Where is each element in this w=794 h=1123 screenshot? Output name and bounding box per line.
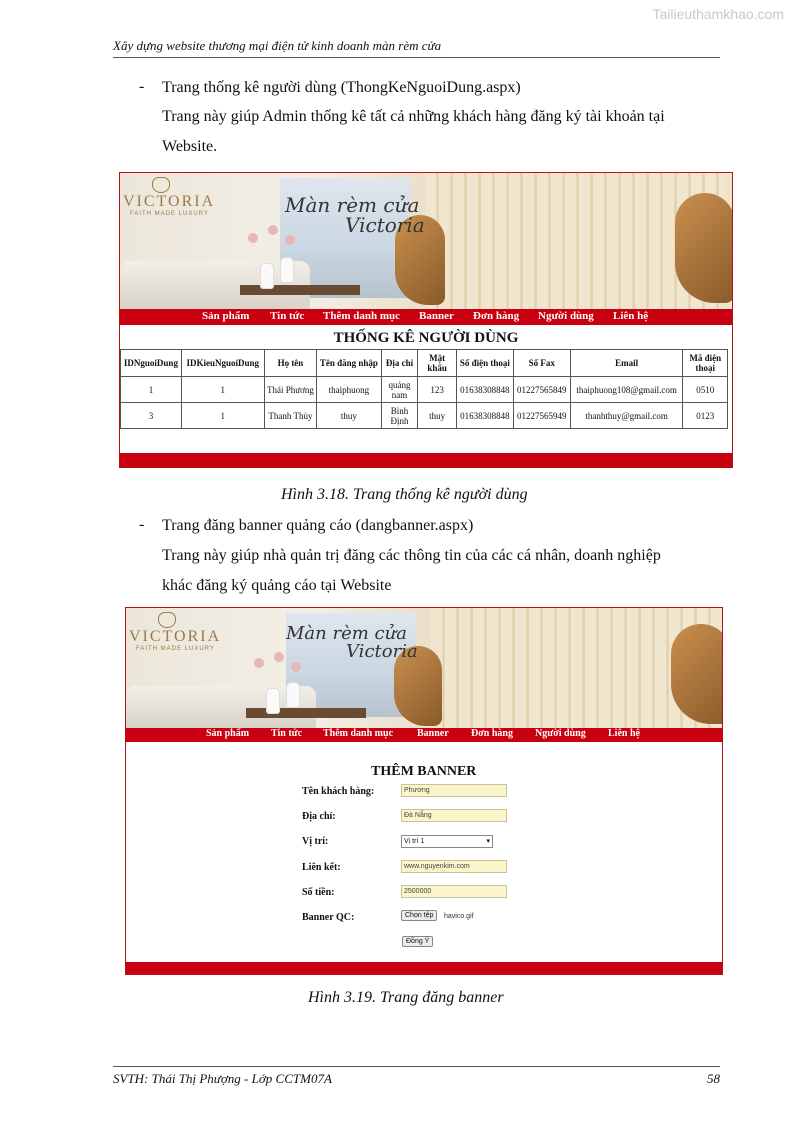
footer-author: SVTH: Thái Thị Phượng - Lớp CCTM07A [113,1071,332,1086]
table-cell: thuy [418,403,457,429]
table-cell: Bình Định [381,403,418,429]
table-header-row [121,350,728,377]
section2-heading: Trang đăng banner quảng cáo (dangbanner.aspx) [162,517,474,534]
column-header: Mật khẩu [418,350,457,377]
site-title-line2: Victoria [346,641,418,662]
stats-title: THỐNG KÊ NGƯỜI DÙNG [333,330,519,346]
nav-item-users[interactable]: Người dùng [535,728,586,739]
position-label: Vị trí: [302,836,329,847]
figure-caption: Hình 3.18. Trang thống kê người dùng [281,486,528,503]
figure-caption: Hình 3.19. Trang đăng banner [308,989,504,1006]
flower [248,233,258,243]
column-header: Địa chỉ [381,350,418,377]
flower [254,658,264,668]
nav-item-news[interactable]: Tin tức [270,310,305,322]
table-row [121,377,728,403]
flower [291,662,301,672]
table-cell: 1 [121,377,182,403]
table-cell: Thái Phương [264,377,316,403]
nav-item-users[interactable]: Người dùng [538,310,594,322]
column-header: Email [570,350,683,377]
chair [675,193,732,303]
column-header: Họ tên [264,350,316,377]
banner-table [246,708,366,718]
section1-line1: Trang này giúp Admin thống kê tất cả những khách hàng đăng ký tài khoản tại [162,108,665,125]
nav-item-add-category[interactable]: Thêm danh mục [323,728,394,739]
column-header: Số Fax [513,350,570,377]
section2-line1: Trang này giúp nhà quản trị đăng các thông tin của các cá nhân, doanh nghiệp [162,547,661,564]
site-banner [120,173,732,309]
form-title: THÊM BANNER [371,764,477,779]
column-header: Số điện thoại [456,350,513,377]
customer-input[interactable]: Phương [401,784,507,797]
footer-bar [126,962,722,974]
nav-item-banner[interactable]: Banner [419,310,454,322]
footer-bar [120,453,732,467]
users-table [120,349,728,429]
nav-item-products[interactable]: Sản phẩm [206,728,250,739]
table-cell: 1 [181,377,264,403]
table-cell: 3 [121,403,182,429]
address-input[interactable]: Đà Nẵng [401,809,507,822]
banner-form-screenshot [125,607,723,975]
site-nav [120,309,732,325]
flower [274,652,284,662]
site-logo-sub: FAITH MADE LUXURY [136,646,215,652]
nav-item-orders[interactable]: Đơn hàng [473,310,520,322]
table-cell: thuy [317,403,381,429]
logo-mark [158,612,176,628]
banner-file-label: Banner QC: [302,912,355,923]
submit-button[interactable]: Đồng Ý [402,936,433,947]
vase [266,688,280,714]
amount-input[interactable]: 2500000 [401,885,507,898]
customer-label: Tên khách hàng: [302,786,375,797]
table-cell: thanhthuy@gmail.com [570,403,683,429]
column-header: IDKieuNguoiDung [181,350,264,377]
nav-item-products[interactable]: Sản phẩm [202,310,250,322]
table-cell: 0510 [683,377,728,403]
section1-heading: Trang thống kê người dùng (ThongKeNguoiDung.aspx) [162,79,521,96]
page-footer [113,1066,720,1087]
link-label: Liên kết: [302,862,341,873]
vase [286,682,300,708]
site-nav [126,728,722,742]
dropdown-arrow-icon: ▾ [486,838,490,845]
nav-item-news[interactable]: Tin tức [271,728,303,739]
file-name: havico.gif [444,913,474,920]
site-logo: VICTORIA [129,628,222,645]
banner-table [240,285,360,295]
table-cell: Thanh Thùy [264,403,316,429]
logo-mark [152,177,170,193]
nav-item-banner[interactable]: Banner [417,728,449,739]
address-label: Địa chỉ: [302,811,336,822]
choose-file-button[interactable]: Chọn tệp [401,910,437,921]
site-title-line1: Màn rèm cửa [285,193,420,217]
table-cell: 1 [181,403,264,429]
table-cell: thaiphuong [317,377,381,403]
table-cell: 01227565949 [513,403,570,429]
section2-line2: khác đăng ký quảng cáo tại Website [162,577,392,594]
nav-item-contact[interactable]: Liên hệ [613,310,649,322]
table-cell: thaiphuong108@gmail.com [570,377,683,403]
stats-screenshot [119,172,733,468]
page-header: Xây dựng website thương mại điện tử kinh doanh màn rèm cửa [113,38,720,58]
table-cell: 0123 [683,403,728,429]
nav-item-orders[interactable]: Đơn hàng [471,728,513,739]
link-input[interactable]: www.nguyenkim.com [401,860,507,873]
table-cell: 123 [418,377,457,403]
flower [268,225,278,235]
table-row [121,403,728,429]
flower [285,235,295,245]
site-title-line1: Màn rèm cửa [286,623,407,644]
section1-line2: Website. [162,138,218,155]
table-cell: quảng nam [381,377,418,403]
site-logo-sub: FAITH MADE LUXURY [130,211,209,217]
site-logo: VICTORIA [123,193,216,210]
column-header: Tên đăng nhập [317,350,381,377]
bullet: - [139,516,145,533]
vase [260,263,274,289]
table-cell: 01638308848 [456,377,513,403]
column-header: Mã điện thoại [683,350,728,377]
vase [280,257,294,283]
nav-item-add-category[interactable]: Thêm danh mục [323,310,401,322]
amount-label: Số tiền: [302,887,335,898]
page-number: 58 [707,1071,720,1086]
table-cell: 01227565849 [513,377,570,403]
column-header: IDNguoiDung [121,350,182,377]
site-title-line2: Victoria [345,213,425,237]
position-select-value: Vị trí 1 [404,838,425,845]
table-cell: 01638308848 [456,403,513,429]
site-banner [126,608,722,728]
position-select[interactable] [401,835,493,848]
nav-item-contact[interactable]: Liên hệ [608,728,640,739]
bullet: - [139,78,145,95]
watermark: Tailieuthamkhao.com [652,6,784,22]
